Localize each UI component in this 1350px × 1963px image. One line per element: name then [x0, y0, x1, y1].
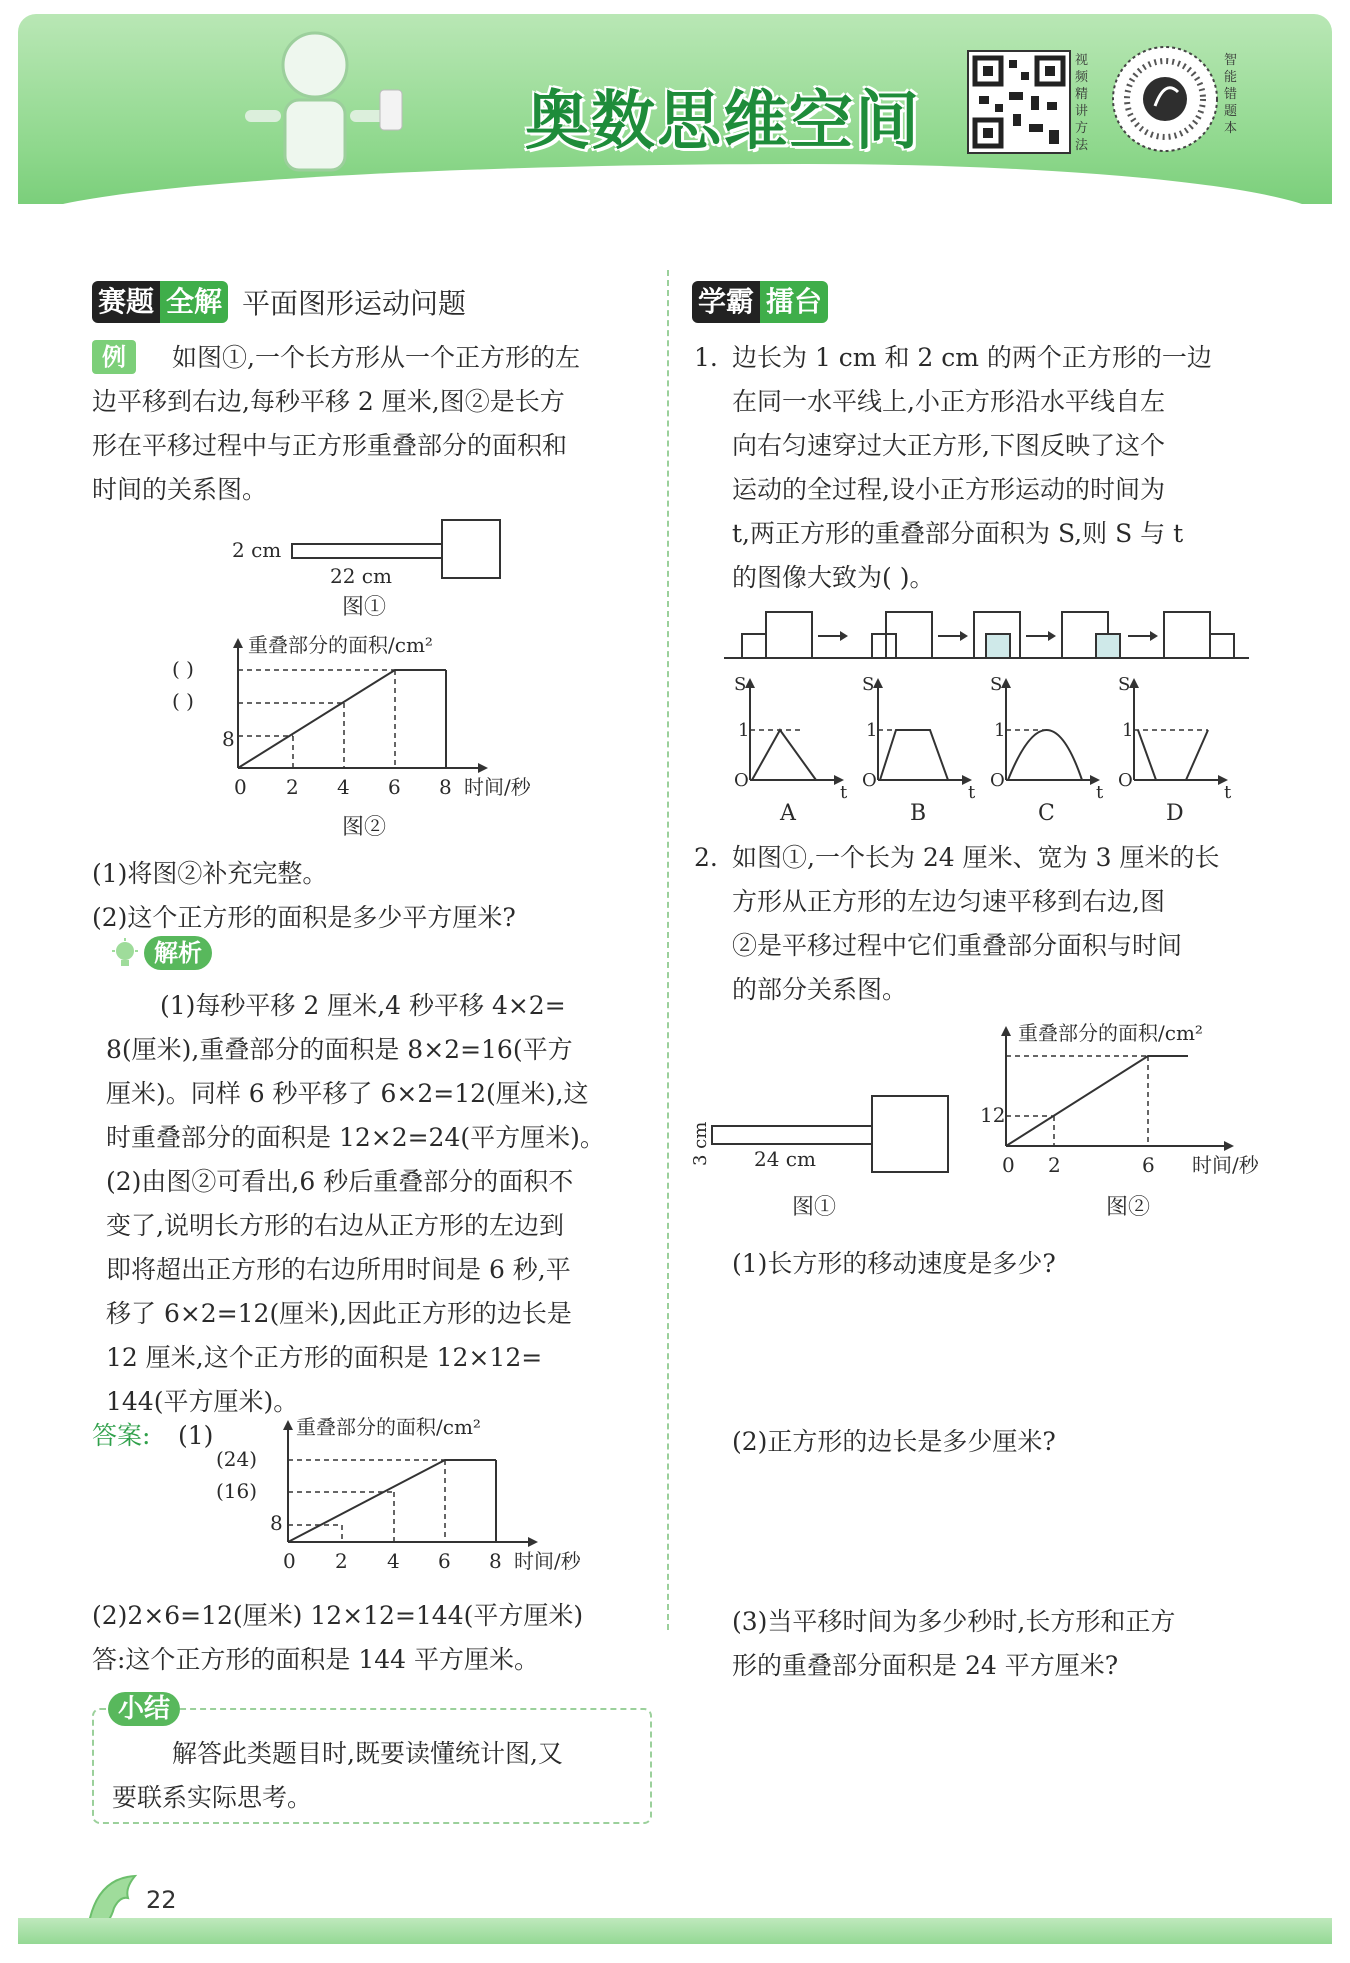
q1-line: t,两正方形的重叠部分面积为 S,则 S 与 t — [732, 519, 1184, 548]
svg-text:1: 1 — [866, 720, 878, 741]
heading-part-a: 赛题 — [92, 281, 160, 323]
answer-y-tick-16: (16) — [216, 1479, 258, 1503]
fig2-blank-2: ( ) — [172, 689, 194, 713]
lightbulb-icon — [110, 938, 140, 972]
svg-text:O: O — [862, 770, 877, 791]
option-b-graph — [862, 674, 976, 826]
qr-code-icon[interactable] — [967, 50, 1071, 154]
fig2-x-tick-4: 8 — [439, 775, 452, 799]
fig1-caption: 图① — [342, 595, 387, 620]
q2-figure-1 — [688, 1090, 958, 1230]
svg-text:O: O — [1118, 770, 1133, 791]
q2-fig2-x-tick-2: 6 — [1142, 1153, 1155, 1177]
banner-wave — [18, 164, 1332, 204]
answer-part-1: (1) — [178, 1421, 214, 1450]
svg-text:t: t — [1224, 782, 1232, 803]
fig1-width-label: 2 cm — [232, 538, 282, 562]
heading-part-b: 全解 — [160, 281, 228, 323]
analysis-line: 即将超出正方形的右边所用时间是 6 秒,平 — [106, 1255, 571, 1284]
square-shape — [442, 520, 500, 578]
summary-tag: 小结 — [108, 1692, 180, 1726]
summary-line-1: 解答此类题目时,既要读懂统计图,又 — [172, 1739, 563, 1768]
answer-x-tick-0: 0 — [283, 1549, 296, 1573]
fig2-x-tick-1: 2 — [286, 775, 299, 799]
banner-title: 奥数思维空间 — [525, 85, 921, 159]
fig2-blank-1: ( ) — [172, 657, 194, 681]
section-heading-right — [692, 281, 828, 323]
q2-figure-2-chart — [966, 1016, 1266, 1226]
svg-text:D: D — [1166, 801, 1184, 826]
fig2-x-tick-2: 4 — [337, 775, 350, 799]
heading-part-b: 擂台 — [760, 281, 828, 323]
svg-text:1: 1 — [994, 720, 1006, 741]
svg-text:1: 1 — [1122, 720, 1134, 741]
svg-text:1: 1 — [738, 720, 750, 741]
fig2-caption: 图② — [342, 815, 387, 840]
page-number: 22 — [146, 1886, 177, 1914]
app-code-icon[interactable] — [1110, 44, 1220, 154]
svg-text:O: O — [990, 770, 1005, 791]
fig1-length-label: 22 cm — [330, 564, 392, 588]
summary-line-2: 要联系实际思考。 — [112, 1783, 313, 1812]
analysis-line: 144(平方厘米)。 — [106, 1387, 299, 1416]
answer-x-tick-3: 6 — [438, 1549, 451, 1573]
svg-text:C: C — [1038, 801, 1055, 826]
answer-x-tick-4: 8 — [489, 1549, 502, 1573]
option-a-graph — [734, 674, 848, 826]
svg-text:B: B — [910, 801, 927, 826]
analysis-line: (2)由图②可看出,6 秒后重叠部分的面积不 — [106, 1167, 574, 1196]
example-line-4: 时间的关系图。 — [92, 475, 268, 504]
option-d-graph — [1118, 674, 1232, 826]
svg-text:S: S — [734, 674, 747, 695]
example-line-1: 如图①,一个长方形从一个正方形的左 — [172, 343, 580, 372]
question-1: (1)将图②补充完整。 — [92, 859, 328, 888]
figure-1-rect-square — [220, 510, 520, 620]
fig2-y-tick: 8 — [222, 727, 235, 751]
question-2: (2)这个正方形的面积是多少平方厘米? — [92, 903, 516, 932]
q2-sub-2: (2)正方形的边长是多少厘米? — [732, 1427, 1056, 1456]
svg-text:A: A — [780, 801, 796, 826]
footer-band — [18, 1918, 1332, 1944]
answer-label: 答案: — [92, 1421, 151, 1450]
analysis-tag: 解析 — [144, 936, 212, 970]
q1-line: 的图像大致为( )。 — [732, 563, 935, 592]
answer-line-2: (2)2×6=12(厘米) 12×12=144(平方厘米) — [92, 1601, 584, 1630]
example-line-2: 边平移到右边,每秒平移 2 厘米,图②是长方 — [92, 387, 565, 416]
example-line-3: 形在平移过程中与正方形重叠部分的面积和 — [92, 431, 568, 460]
analysis-line: 移了 6×2=12(厘米),因此正方形的边长是 — [106, 1299, 572, 1328]
answer-options-graphs — [730, 668, 1250, 828]
analysis-line: 时重叠部分的面积是 12×2=24(平方厘米)。 — [106, 1123, 605, 1152]
q1-line: 运动的全过程,设小正方形运动的时间为 — [732, 475, 1165, 504]
answer-y-tick-8: 8 — [270, 1511, 283, 1535]
answer-x-tick-1: 2 — [335, 1549, 348, 1573]
q2-number: 2. — [694, 843, 718, 872]
analysis-line: 8(厘米),重叠部分的面积是 8×2=16(平方 — [106, 1035, 573, 1064]
q2-fig1-caption: 图① — [792, 1195, 837, 1220]
motion-sequence-figure — [724, 608, 1254, 670]
q2-fig2-y-tick: 12 — [980, 1103, 1006, 1127]
svg-text:t: t — [840, 782, 848, 803]
fig2-x-tick-0: 0 — [234, 775, 247, 799]
q2-fig1-length: 24 cm — [754, 1147, 816, 1171]
q2-fig2-xlabel: 时间/秒 — [1192, 1153, 1259, 1177]
heading-topic: 平面图形运动问题 — [242, 287, 467, 320]
analysis-line: 厘米)。同样 6 秒平移了 6×2=12(厘米),这 — [106, 1079, 589, 1108]
q2-fig2-line — [1006, 1056, 1188, 1146]
answer-x-tick-2: 4 — [387, 1549, 400, 1573]
svg-text:O: O — [734, 770, 749, 791]
answer-ylabel: 重叠部分的面积/cm² — [296, 1415, 481, 1439]
section-heading-left — [92, 281, 466, 323]
q2-fig2-ylabel: 重叠部分的面积/cm² — [1018, 1021, 1203, 1045]
fig2-x-tick-3: 6 — [388, 775, 401, 799]
svg-text:t: t — [968, 782, 976, 803]
answer-line-3: 答:这个正方形的面积是 144 平方厘米。 — [92, 1645, 540, 1674]
q1-line: 向右匀速穿过大正方形,下图反映了这个 — [732, 431, 1165, 460]
option-c-graph — [990, 674, 1104, 826]
q2-sub-3: (3)当平移时间为多少秒时,长方形和正方 — [732, 1607, 1176, 1636]
analysis-line: 变了,说明长方形的右边从正方形的左边到 — [106, 1211, 564, 1240]
answer-y-tick-24: (24) — [216, 1447, 258, 1471]
qr2-label: 智能错题本 — [1224, 53, 1238, 136]
answer-line — [288, 1460, 496, 1542]
q2-fig2-x-tick-1: 2 — [1048, 1153, 1061, 1177]
q2-fig1-width: 3 cm — [690, 1121, 711, 1166]
q2-fig2-caption: 图② — [1106, 1195, 1151, 1220]
analysis-line: (1)每秒平移 2 厘米,4 秒平移 4×2= — [160, 991, 566, 1020]
rectangle-shape — [292, 544, 442, 558]
qr1-label: 视频精讲方法 — [1075, 53, 1089, 153]
q2-line: 的部分关系图。 — [732, 975, 908, 1004]
example-tag: 例 — [92, 340, 136, 374]
q2-fig2-x-tick-0: 0 — [1002, 1153, 1015, 1177]
heading-part-a: 学霸 — [692, 281, 760, 323]
svg-text:S: S — [1118, 674, 1131, 695]
figure-2-chart — [170, 628, 590, 848]
q2-line: ②是平移过程中它们重叠部分面积与时间 — [732, 931, 1183, 960]
fig2-xlabel: 时间/秒 — [464, 775, 531, 799]
column-divider — [667, 270, 669, 1630]
q1-number: 1. — [694, 343, 718, 372]
fig2-line — [238, 670, 446, 768]
answer-xlabel: 时间/秒 — [514, 1549, 581, 1573]
answer-chart — [210, 1410, 630, 1590]
analysis-line: 12 厘米,这个正方形的面积是 12×12= — [106, 1343, 543, 1372]
svg-text:S: S — [990, 674, 1003, 695]
svg-text:t: t — [1096, 782, 1104, 803]
q1-line: 在同一水平线上,小正方形沿水平线自左 — [732, 387, 1165, 416]
q2-line: 方形从正方形的左边匀速平移到右边,图 — [732, 887, 1165, 916]
q2-line: 如图①,一个长为 24 厘米、宽为 3 厘米的长 — [732, 843, 1220, 872]
q2-sub-3-cont: 形的重叠部分面积是 24 平方厘米? — [732, 1651, 1119, 1680]
svg-text:S: S — [862, 674, 875, 695]
q2-sub-1: (1)长方形的移动速度是多少? — [732, 1249, 1056, 1278]
fig2-ylabel: 重叠部分的面积/cm² — [248, 633, 433, 657]
robot-illustration — [230, 20, 420, 200]
q1-line: 边长为 1 cm 和 2 cm 的两个正方形的一边 — [732, 343, 1212, 372]
